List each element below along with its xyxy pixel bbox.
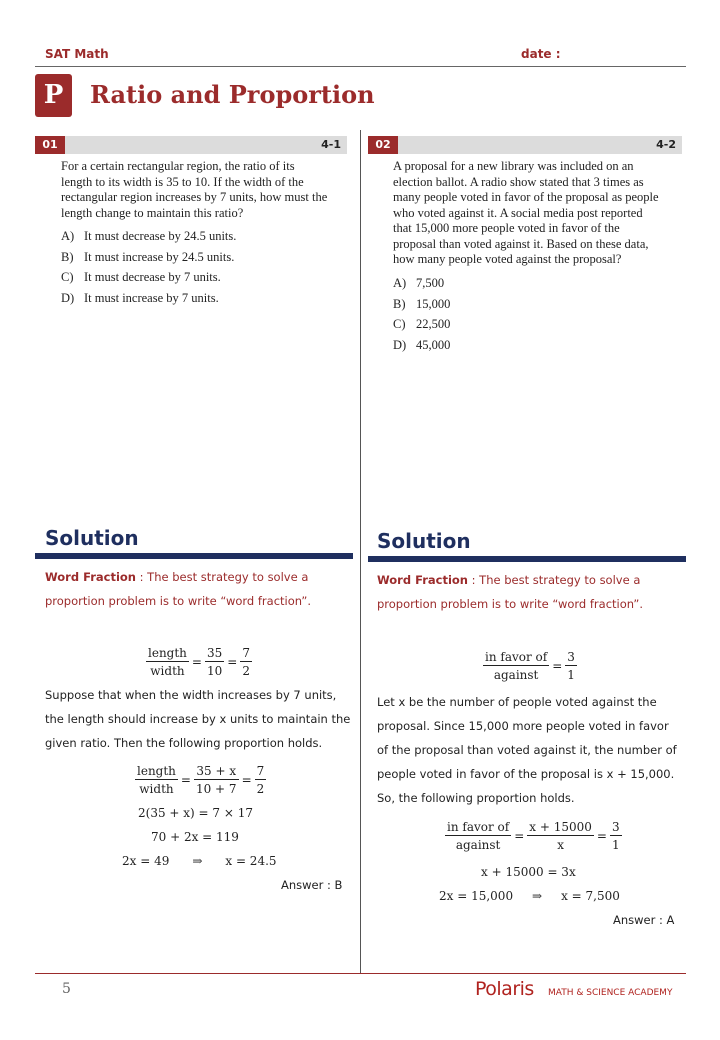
choice-letter: D) [61,291,75,305]
choice-letter: C) [393,317,406,331]
equation-part: 2x = 49 [122,854,170,868]
choice-text: 15,000 [416,297,451,311]
choice-letter: B) [393,297,406,311]
explanation-line: the length should increase by x units to maintain the [45,712,351,726]
fraction-numerator: 35 + x [194,764,239,780]
question-2-choice-a[interactable] [393,276,444,291]
question-2-text [393,159,685,268]
header-divider [35,66,686,67]
fraction-denominator: x [557,838,564,852]
question-2-line: A proposal for a new library was included on an [393,159,634,173]
column-divider [360,130,361,974]
solution-1-answer: Answer : B [281,878,343,892]
choice-text: 22,500 [416,317,451,331]
solution-2-strategy [377,568,682,616]
solution-1-strategy [45,565,350,613]
solution-2-equation-4 [439,889,620,903]
explanation-line: people voted in favor of the proposal is x + 15,000. [377,767,675,781]
question-1-choice-a[interactable] [61,229,236,244]
fraction-denominator: 10 + 7 [195,782,237,796]
equation-part: x = 24.5 [225,854,277,868]
fraction-denominator: 1 [567,668,575,682]
question-2-choice-b[interactable] [393,297,450,312]
fraction-denominator: 1 [611,838,620,852]
choice-text: 7,500 [416,276,445,290]
question-2-choice-c[interactable] [393,317,450,332]
fraction-numerator: 7 [256,764,265,778]
fraction-denominator: width [139,782,174,796]
question-2-line: how many people voted against the proposal? [393,252,622,266]
explanation-line: given ratio. Then the following proportion holds. [45,736,323,750]
question-2-bar [368,136,682,154]
solution-2-equation-2: $\frac{\text{in favor of}}{\text{against}}$ = $\frac{x + 15000}{x}$ = $\frac{3}{1}$ [447,820,620,852]
solution-2-rule [368,556,686,562]
date-label: date : [521,47,561,61]
chapter-badge: P [35,74,72,117]
strategy-label: Word Fraction [377,573,468,587]
solution-1-equation-3: 2(35 + x) = 7 × 17 [138,806,253,820]
page-number: 5 [62,981,71,997]
strategy-text: proportion problem is to write “word fraction”. [377,597,644,611]
academy-label: MATH & SCIENCE ACADEMY [548,988,673,998]
equation-part: x = 7,500 [561,889,620,903]
choice-letter: D) [393,338,407,352]
explanation-line: of the proposal than voted against it, the number of [377,743,677,757]
fraction-denominator: 2 [256,782,265,796]
solution-1-equation-2: $\frac{\text{length}}{\text{width}}$ = $\frac{35 + x}{10 + 7}$ = $\frac{7}{2}$ [137,764,265,796]
choice-text: It must decrease by 7 units. [84,270,221,284]
footer-divider [35,973,686,974]
solution-1-equation-5 [122,854,277,868]
fraction-denominator: against [493,668,539,682]
question-1-choice-c[interactable] [61,270,221,285]
question-2-line: who voted against it. A social media post reported [393,205,643,220]
choice-text: It must decrease by 24.5 units. [84,229,237,243]
solution-2-explanation [377,690,687,810]
subject-label: SAT Math [45,47,109,61]
question-1-line: rectangular region increases by 7 units, how must the [61,190,328,204]
question-2-ref: 4-2 [656,138,676,151]
fraction-denominator: 10 [206,664,223,678]
strategy-label: Word Fraction [45,570,136,584]
solution-1-heading: Solution [45,526,139,550]
choice-letter: C) [61,270,74,284]
solution-1-explanation [45,683,355,755]
question-1-text [61,159,351,221]
explanation-line: Suppose that when the width increases by 7 units, [45,688,337,702]
choice-text: It must increase by 24.5 units. [84,250,235,264]
fraction-numerator: 3 [567,650,575,664]
solution-1-rule [35,553,353,559]
fraction-denominator: against [455,838,501,852]
choice-letter: B) [61,250,74,264]
question-2-number: 02 [368,136,398,154]
fraction-numerator: 35 [206,646,223,660]
strategy-text: : The best strategy to solve a [135,570,309,584]
question-1-choice-b[interactable] [61,250,234,265]
choice-letter: A) [61,229,75,243]
explanation-line: Let x be the number of people voted against the [377,695,657,709]
equation-part: 2x = 15,000 [439,889,514,903]
solution-1-equation-1: $\frac{\text{length}}{\text{width}}$ = $\frac{35}{10}$ = $\frac{7}{2}$ [148,646,250,678]
page-title: Ratio and Proportion [90,80,375,109]
implies-arrow: ⇒ [532,889,543,903]
fraction-numerator: 7 [242,646,250,660]
question-1-choice-d[interactable] [61,291,219,306]
fraction-denominator: 2 [242,664,250,678]
choice-text: It must increase by 7 units. [84,291,219,305]
question-1-ref: 4-1 [321,138,341,151]
solution-2-equation-1: $\frac{\text{in favor of}}{\text{against}}$ = $\frac{3}{1}$ [485,650,575,682]
fraction-numerator: length [137,764,176,778]
question-1-line: length to its width is 35 to 10. If the width of the [61,174,304,189]
implies-arrow: ⇒ [192,854,203,868]
choice-text: 45,000 [416,338,451,352]
question-2-choice-d[interactable] [393,338,450,353]
question-2-line: many people voted in favor of the proposal as people [393,190,659,204]
question-2-line: proposal than voted against it. Based on these data, [393,236,649,251]
solution-2-answer: Answer : A [613,913,675,927]
question-1-line: length change to maintain this ratio? [61,205,244,220]
polaris-logo: Polaris [475,978,534,1000]
fraction-denominator: width [150,664,185,678]
fraction-numerator: in favor of [485,650,548,664]
question-2-line: that 15,000 more people voted in favor of the [393,221,620,235]
solution-1-equation-4: 70 + 2x = 119 [151,830,239,844]
question-1-line: For a certain rectangular region, the ratio of its [61,159,295,173]
fraction-numerator: x + 15000 [529,820,592,834]
strategy-text: proportion problem is to write “word fraction”. [45,594,312,608]
question-1-bar [35,136,347,154]
explanation-line: So, the following proportion holds. [377,791,575,805]
question-1-number: 01 [35,136,65,154]
fraction-numerator: 3 [611,820,620,834]
fraction-numerator: in favor of [447,820,510,834]
solution-2-equation-3: x + 15000 = 3x [481,865,576,879]
explanation-line: proposal. Since 15,000 more people voted in favor [377,719,669,733]
strategy-text: : The best strategy to solve a [467,573,641,587]
question-2-line: election ballot. A radio show stated that 3 times as [393,174,644,189]
choice-letter: A) [393,276,407,290]
fraction-numerator: length [148,646,187,660]
solution-2-heading: Solution [377,529,471,553]
